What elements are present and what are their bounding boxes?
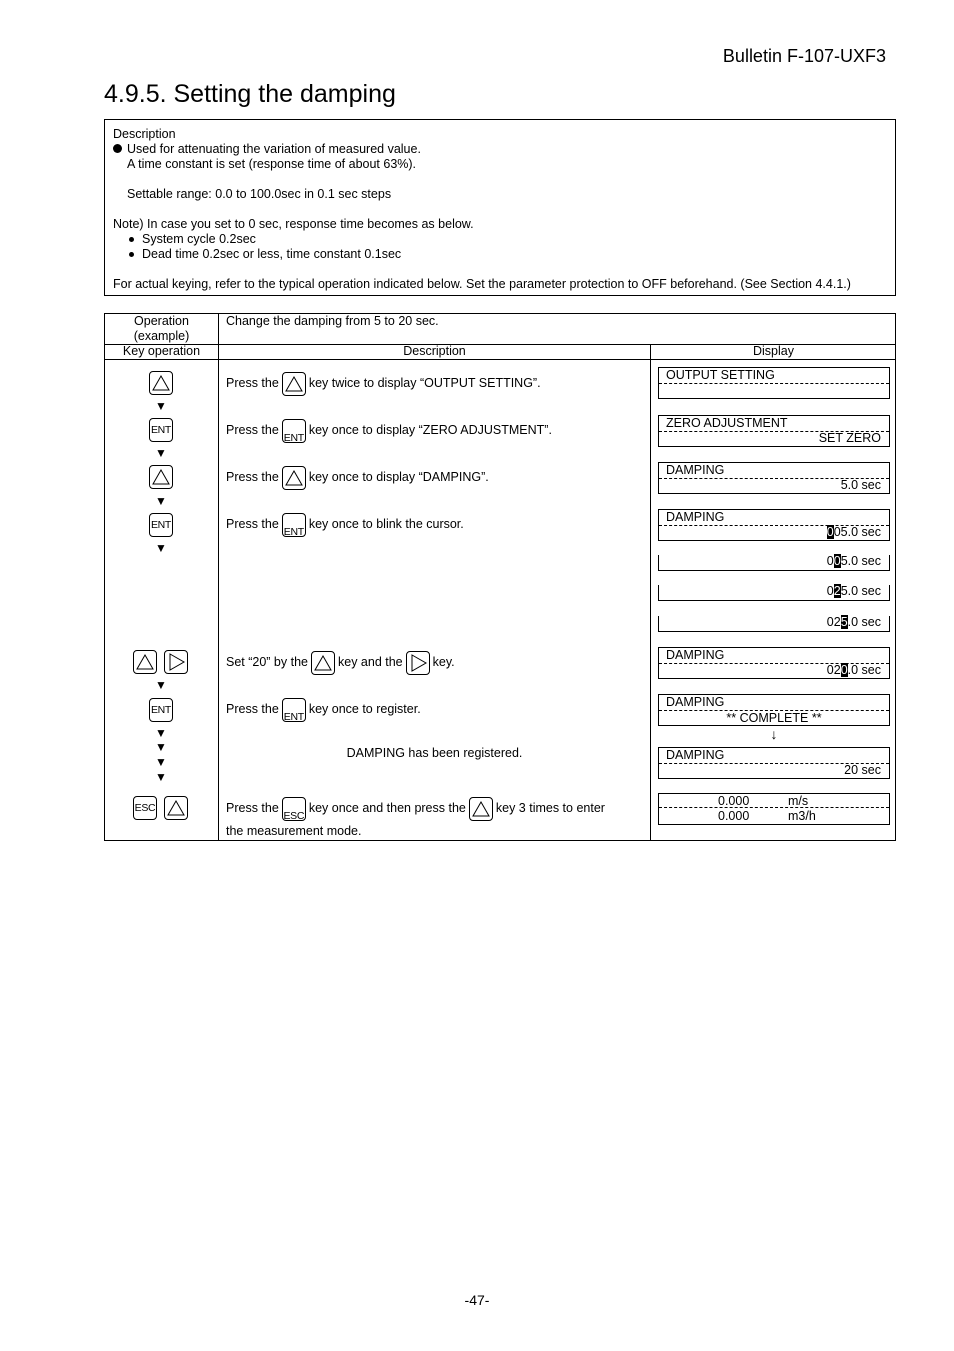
description-line: A time constant is set (response time of about 63%). — [127, 157, 417, 171]
lcd-display: DAMPING ** COMPLETE ** — [658, 694, 890, 726]
step-description: Press the key once to display “DAMPING”. — [226, 464, 489, 490]
step-description: Press the key twice to display “OUTPUT SETTING”. — [226, 370, 541, 396]
bullet-icon — [129, 252, 134, 257]
step-description: the measurement mode. — [226, 824, 362, 838]
lcd-display: DAMPING 005.0 sec — [658, 509, 890, 541]
cursor: 0 — [833, 554, 841, 568]
step-description: Press the ESC key once and then press the key 3 times to enter — [226, 795, 605, 821]
note-text: Note) In case you set to 0 sec, response time becomes as below. — [113, 217, 474, 231]
up-key-inline — [282, 372, 306, 396]
header-display: Display — [753, 344, 794, 358]
flow-arrow: ▼ — [155, 770, 167, 784]
flow-arrow: ▼ — [155, 755, 167, 769]
cursor: 0 — [840, 663, 848, 677]
esc-key[interactable]: ESC — [133, 796, 157, 820]
bulletin-number: Bulletin F-107-UXF3 — [722, 46, 886, 66]
flow-arrow: ▼ — [155, 494, 167, 508]
description-bullet: Used for attenuating the variation of measured value. — [113, 142, 887, 157]
up-key-inline — [282, 466, 306, 490]
bullet-icon — [129, 237, 134, 242]
flow-arrow: ▼ — [155, 726, 167, 740]
up-key-inline — [311, 651, 335, 675]
note-item: Dead time 0.2sec or less, time constant 0.1sec — [113, 247, 887, 262]
esc-key-inline: ESC — [282, 797, 306, 821]
lcd-display-line: 005.0 sec — [658, 555, 890, 571]
lcd-display: DAMPING 5.0 sec — [658, 462, 890, 494]
page-title: 4.9.5. Setting the damping — [104, 80, 396, 108]
note-item: System cycle 0.2sec — [113, 232, 887, 247]
up-key[interactable] — [149, 465, 173, 489]
ent-key[interactable]: ENT — [149, 418, 173, 442]
lcd-display: 0.000 m/s 0.000 m3/h — [658, 793, 890, 825]
ent-key-inline: ENT — [282, 513, 306, 537]
header-key-operation: Key operation — [122, 344, 201, 358]
description-heading: Description — [113, 127, 176, 141]
cursor: 0 — [826, 525, 834, 539]
flow-arrow: ▼ — [155, 740, 167, 754]
settable-range: Settable range: 0.0 to 100.0sec in 0.1 sec steps — [127, 187, 392, 201]
cursor: 2 — [833, 584, 841, 598]
lcd-display: DAMPING 020.0 sec — [658, 647, 890, 679]
lcd-display-line: 025.0 sec — [658, 585, 890, 601]
step-description: Press the ENT key once to register. — [226, 696, 421, 722]
step-description: Press the ENT key once to blink the cursor. — [226, 511, 464, 537]
bullet-icon — [113, 144, 122, 153]
right-key-inline — [406, 651, 430, 675]
step-description: DAMPING has been registered. — [346, 746, 523, 760]
flow-arrow: ▼ — [155, 541, 167, 555]
up-key-inline — [469, 797, 493, 821]
up-key[interactable] — [149, 371, 173, 395]
lcd-display-line: 025.0 sec — [658, 616, 890, 632]
ent-key-inline: ENT — [282, 419, 306, 443]
lcd-display: DAMPING 20 sec — [658, 747, 890, 779]
page-number: -47- — [464, 1292, 490, 1308]
header-description: Description — [403, 344, 466, 358]
down-arrow: ↓ — [770, 726, 778, 742]
step-description: Set “20” by the key and the key. — [226, 649, 455, 675]
operation-label: Operation (example) — [133, 314, 190, 343]
flow-arrow: ▼ — [155, 678, 167, 692]
ent-key-inline: ENT — [282, 698, 306, 722]
flow-arrow: ▼ — [155, 399, 167, 413]
step-description: Press the ENT key once to display “ZERO ADJUSTMENT”. — [226, 417, 552, 443]
description-box — [104, 119, 896, 296]
description-footer: For actual keying, refer to the typical operation indicated below. Set the parameter protection to OFF beforehand. (See Section 4.4.1.) — [113, 277, 851, 291]
right-key[interactable] — [164, 650, 188, 674]
lcd-display: ZERO ADJUSTMENT SET ZERO — [658, 415, 890, 447]
ent-key[interactable]: ENT — [149, 513, 173, 537]
cursor: 5 — [840, 615, 848, 629]
lcd-display: OUTPUT SETTING — [658, 367, 890, 399]
up-key[interactable] — [164, 796, 188, 820]
up-key[interactable] — [133, 650, 157, 674]
flow-arrow: ▼ — [155, 446, 167, 460]
ent-key[interactable]: ENT — [149, 698, 173, 722]
operation-example: Change the damping from 5 to 20 sec. — [226, 314, 439, 328]
